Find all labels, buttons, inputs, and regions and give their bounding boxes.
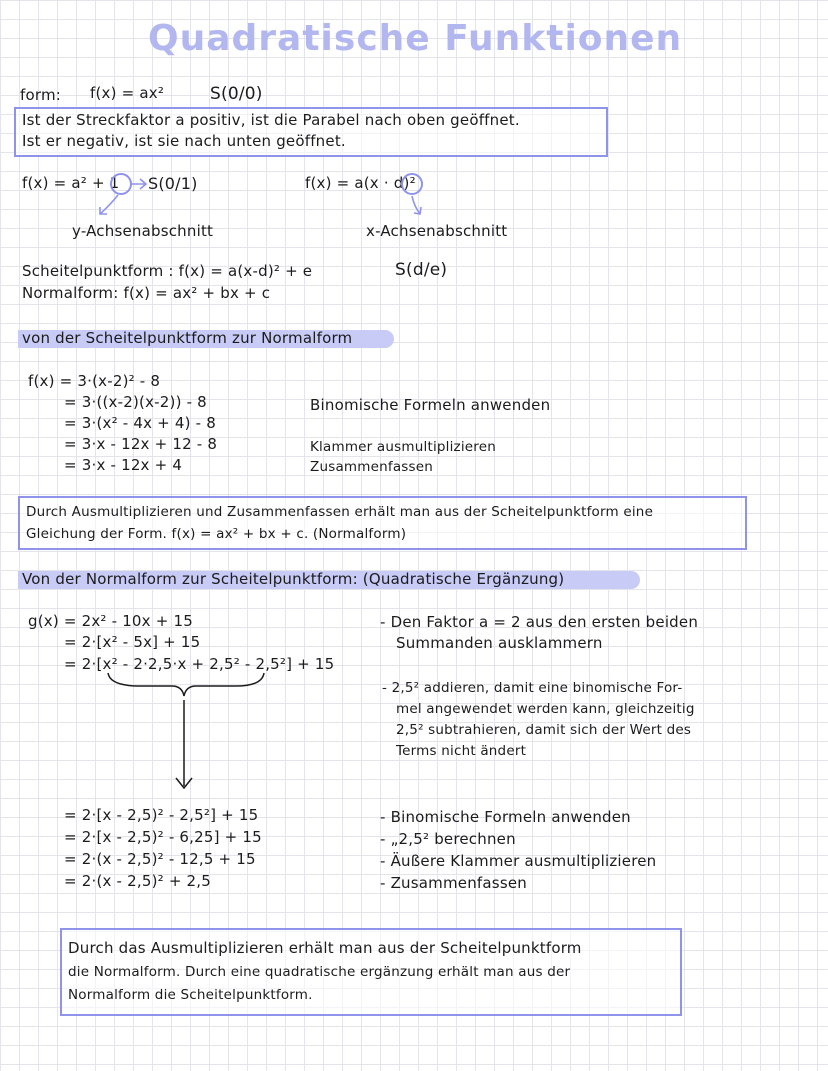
step-line: = 2·[x² - 2·2,5·x + 2,5² - 2,5²] + 15 (64, 655, 335, 673)
form-formula: f(x) = ax² (90, 84, 165, 102)
arrow-right-icon (131, 179, 146, 189)
step-line: = 2·(x - 2,5)² - 12,5 + 15 (64, 850, 256, 868)
x-intercept-label: x-Achsenabschnitt (366, 222, 508, 240)
box-line: Durch Ausmultiplizieren und Zusammenfassen erhält man aus der Scheitelpunktform eine (26, 504, 654, 520)
shift-left-vertex: S(0/1) (148, 174, 198, 193)
step-line: = 3·x - 12x + 12 - 8 (64, 435, 218, 453)
step-line: = 3·((x-2)(x-2)) - 8 (64, 393, 207, 411)
note-line: Summanden ausklammern (396, 634, 603, 652)
brace-mark (108, 673, 264, 696)
arrow-down-icon (176, 700, 192, 788)
step-line: = 2·[x² - 5x] + 15 (64, 633, 201, 651)
section1-heading: von der Scheitelpunktform zur Normalform (22, 329, 353, 347)
step-line: = 2·(x - 2,5)² + 2,5 (64, 872, 212, 890)
circle-mark (111, 174, 131, 194)
step-line: f(x) = 3·(x-2)² - 8 (28, 372, 161, 390)
note-line: Terms nicht ändert (396, 743, 527, 759)
step-line: = 3·x - 12x + 4 (64, 456, 183, 474)
box-line: Gleichung der Form. f(x) = ax² + bx + c. (Normalform) (26, 526, 407, 542)
shift-left-formula: f(x) = a² + 1 (22, 174, 120, 192)
box-line: Durch das Ausmultiplizieren erhält man aus der Scheitelpunktform (68, 939, 582, 957)
note-line: - Binomische Formeln anwenden (380, 808, 631, 826)
shift-right-formula: f(x) = a(x · d)² (305, 174, 416, 192)
note-line: - Zusammenfassen (380, 874, 527, 892)
step-line: g(x) = 2x² - 10x + 15 (28, 612, 193, 630)
box-line: die Normalform. Durch eine quadratische ergänzung erhält man aus der (68, 964, 571, 980)
step-line: = 2·[x - 2,5)² - 2,5²] + 15 (64, 806, 259, 824)
note-line: - Äußere Klammer ausmultiplizieren (380, 852, 657, 870)
step-line: = 3·(x² - 4x + 4) - 8 (64, 414, 216, 432)
normalform: Normalform: f(x) = ax² + bx + c (22, 284, 271, 302)
note-line: Klammer ausmultiplizieren (310, 439, 497, 455)
scheitel-vertex: S(d/e) (395, 260, 448, 280)
form-label: form: (20, 86, 62, 104)
arrow-down-icon (412, 196, 421, 214)
page-title: Quadratische Funktionen (148, 18, 683, 59)
note-line: mel angewendet werden kann, gleichzeitig (396, 701, 695, 717)
y-intercept-label: y-Achsenabschnitt (72, 222, 214, 240)
box-line: Normalform die Scheitelpunktform. (68, 987, 313, 1003)
note-line: Zusammenfassen (310, 459, 434, 475)
note-line: - 2,5² addieren, damit eine binomische For- (382, 680, 683, 696)
box-line: Ist der Streckfaktor a positiv, ist die Parabel nach oben geöffnet. (22, 111, 520, 129)
box-line: Ist er negativ, ist sie nach unten geöffnet. (22, 132, 346, 150)
form-vertex: S(0/0) (210, 84, 263, 104)
note-line: - Den Faktor a = 2 aus den ersten beiden (380, 613, 699, 631)
note-line: 2,5² subtrahieren, damit sich der Wert des (396, 722, 692, 738)
step-line: = 2·[x - 2,5)² - 6,25] + 15 (64, 828, 262, 846)
arrow-down-icon (100, 195, 118, 214)
note-line: - „2,5² berechnen (380, 830, 516, 848)
note-line: Binomische Formeln anwenden (310, 396, 551, 414)
circle-mark (402, 174, 422, 194)
scheitelpunktform: Scheitelpunktform : f(x) = a(x-d)² + e (22, 262, 313, 280)
section2-heading: Von der Normalform zur Scheitelpunktform: (Quadratische Ergänzung) (22, 570, 565, 588)
